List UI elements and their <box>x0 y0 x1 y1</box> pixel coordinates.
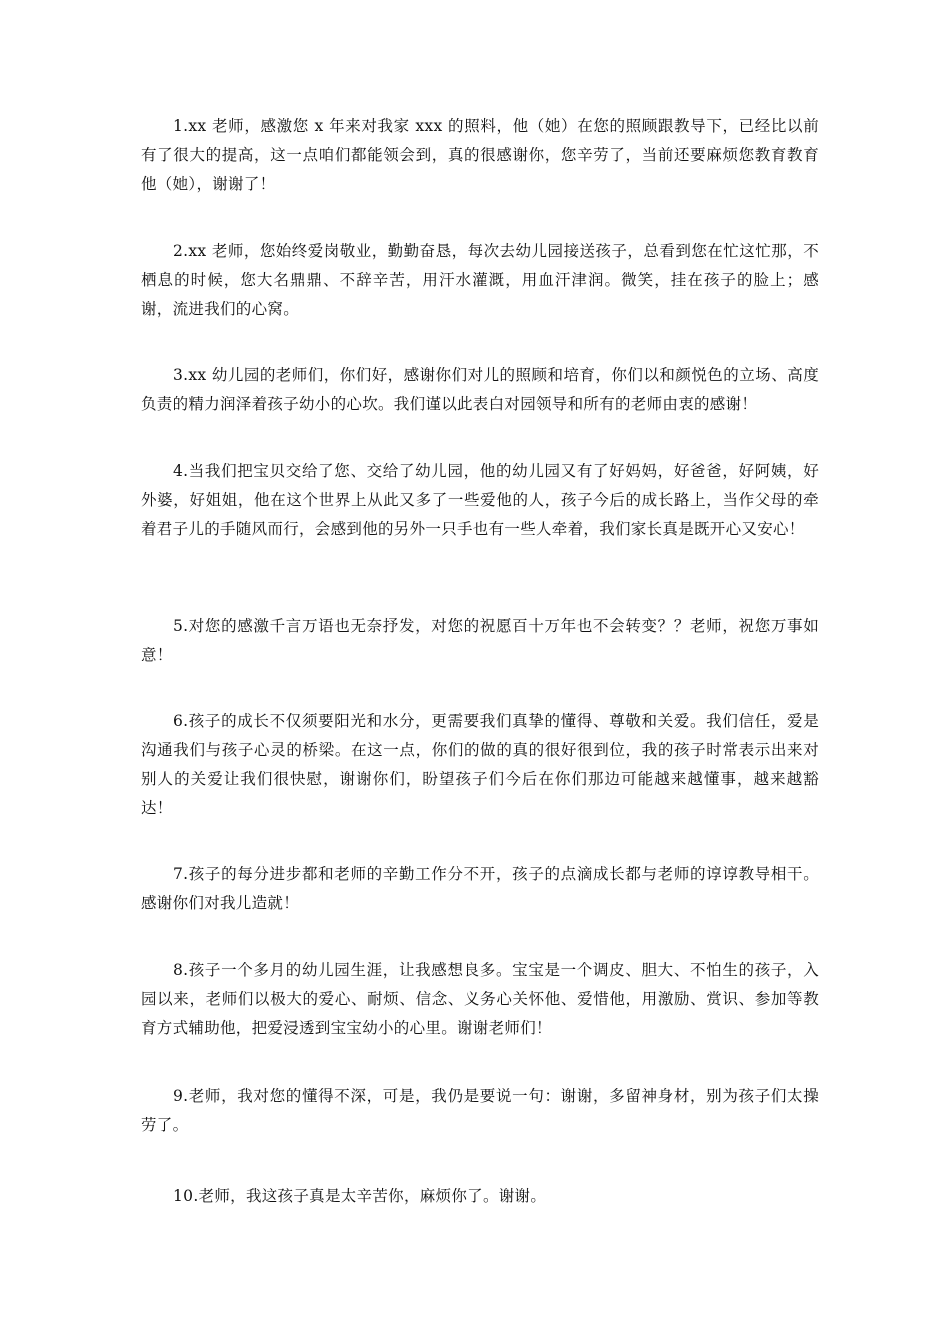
paragraph-8: 8.孩子一个多月的幼儿园生涯，让我感想良多。宝宝是一个调皮、胆大、不怕生的孩子，入园以来，老师们以极大的爱心、耐烦、信念、义务心关怀他、爱惜他，用激励、赏识、参加等教育方式辅助他，把爱浸透到宝宝幼小的心里。谢谢老师们！ <box>141 961 819 1037</box>
paragraph-4: 4.当我们把宝贝交给了您、交给了幼儿园，他的幼儿园又有了好妈妈，好爸爸，好阿姨，好外婆，好姐姐，他在这个世界上从此又多了一些爱他的人，孩子今后的成长路上，当作父母的牵着君子儿的手随风而行，会感到他的另外一只手也有一些人牵着，我们家长真是既开心又安心！ <box>141 462 819 538</box>
paragraph-9: 9.老师，我对您的懂得不深，可是，我仍是要说一句：谢谢，多留神身材，别为孩子们太操劳了。 <box>141 1087 819 1134</box>
paragraph-3: 3.xx 幼儿园的老师们，你们好，感谢你们对儿的照顾和培育，你们以和颜悦色的立场、高度负责的精力润泽着孩子幼小的心坎。我们谨以此表白对园领导和所有的老师由衷的感谢！ <box>141 366 819 413</box>
paragraph-10: 10.老师，我这孩子真是太辛苦你，麻烦你了。谢谢。 <box>173 1187 547 1205</box>
paragraph-1: 1.xx 老师，感激您 x 年来对我家 xxx 的照料，他（她）在您的照顾跟教导下，已经比以前有了很大的提高，这一点咱们都能领会到，真的很感谢你，您辛劳了，当前还要麻烦您教育教育他（她），谢谢了！ <box>141 117 819 193</box>
paragraph-7: 7.孩子的每分进步都和老师的辛勤工作分不开，孩子的点滴成长都与老师的谆谆教导相干。感谢你们对我儿造就！ <box>141 865 819 912</box>
paragraph-2: 2.xx 老师，您始终爱岗敬业，勤勤奋恳，每次去幼儿园接送孩子，总看到您在忙这忙那，不栖息的时候，您大名鼎鼎、不辞辛苦，用汗水灌溉，用血汗津润。微笑，挂在孩子的脸上；感谢，流进我们的心窝。 <box>141 242 819 318</box>
paragraph-5: 5.对您的感激千言万语也无奈抒发，对您的祝愿百十万年也不会转变？？老师，祝您万事如意！ <box>141 617 819 664</box>
paragraph-6: 6.孩子的成长不仅须要阳光和水分，更需要我们真挚的懂得、尊敬和关爱。我们信任，爱是沟通我们与孩子心灵的桥梁。在这一点，你们的做的真的很好很到位，我的孩子时常表示出来对别人的关爱让我们很快慰，谢谢你们，盼望孩子们今后在你们那边可能越来越懂事，越来越豁达！ <box>141 712 819 817</box>
